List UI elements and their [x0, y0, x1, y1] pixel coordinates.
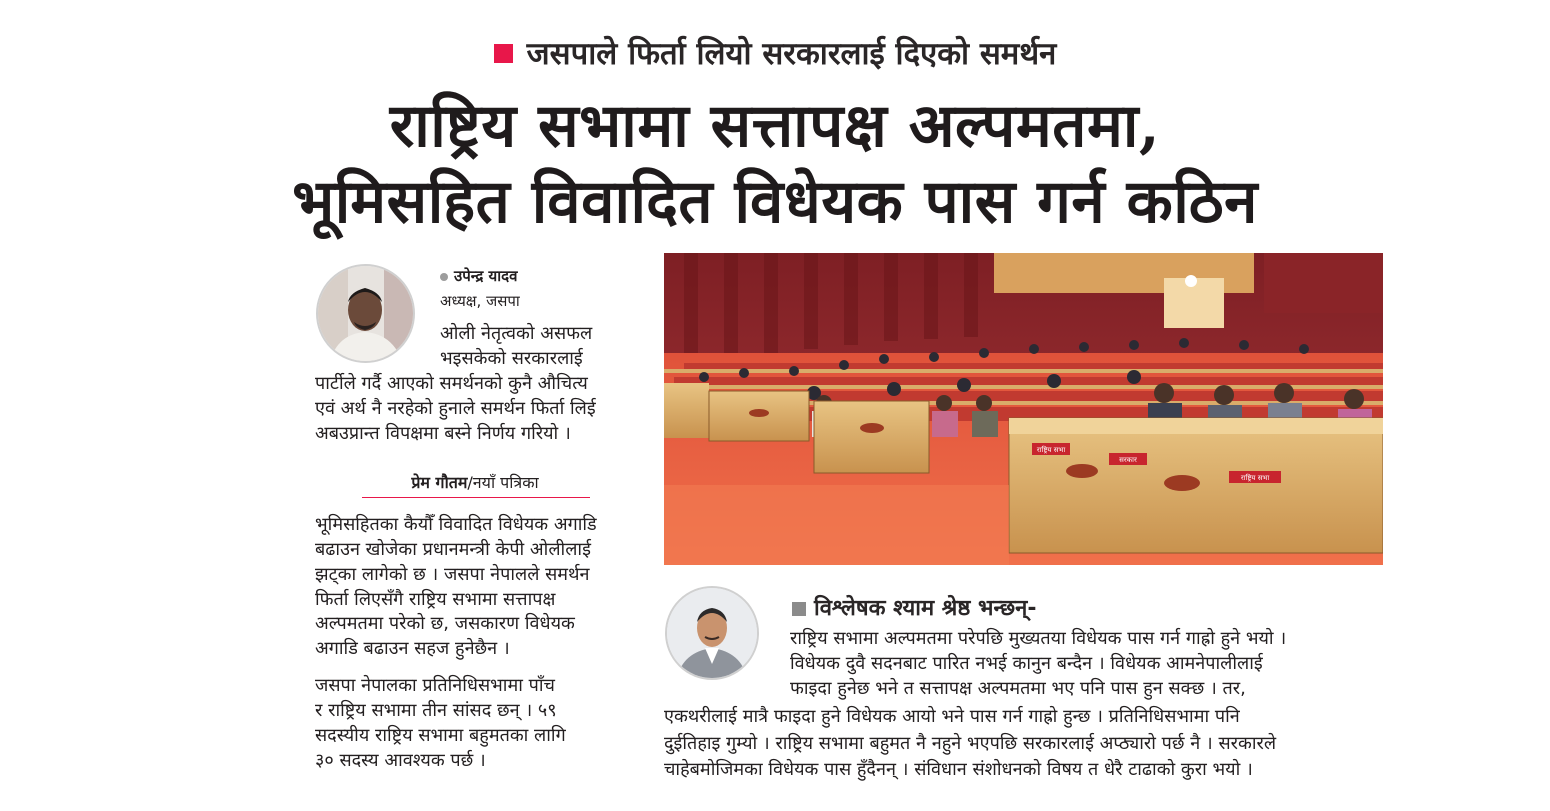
byline-author: प्रेम गौतम	[411, 473, 468, 492]
desk-label: राष्ट्रिय सभा	[1036, 446, 1066, 454]
body-line: अल्पमतमा परेको छ, जसकारण विधेयक	[315, 613, 575, 634]
quote-name: उपेन्द्र यादव	[440, 266, 517, 286]
quote-role: अध्यक्ष, जसपा	[440, 292, 520, 310]
desk-label: राष्ट्रिय सभा	[1240, 474, 1270, 482]
quote-line: ओली नेतृत्वको असफल	[440, 323, 593, 344]
body-line: झट्का लागेको छ । जसपा नेपालले समर्थन	[315, 564, 590, 585]
headline-line-1: राष्ट्रिय सभामा सत्तापक्ष अल्पमतमा,	[389, 91, 1161, 161]
quote-line: अबउप्रान्त विपक्षमा बस्ने निर्णय गरियो ।	[315, 423, 571, 444]
byline-divider	[362, 497, 590, 498]
byline	[315, 471, 635, 493]
analyst-line: राष्ट्रिय सभामा अल्पमतमा परेपछि मुख्यतया विधेयक पास गर्न गाह्रो हुने भयो ।	[790, 628, 1287, 649]
kicker-text: जसपाले फिर्ता लियो सरकारलाई दिएको समर्थन	[526, 36, 1057, 72]
analyst-bullet-icon	[792, 602, 806, 616]
desk-label: सरकार	[1119, 456, 1137, 464]
quote-avatar	[316, 264, 415, 363]
analyst-heading: विश्लेषक श्याम श्रेष्ठ भन्छन्-	[792, 592, 1037, 622]
analyst-line: एकथरीलाई मात्रै फाइदा हुने विधेयक आयो भने पास गर्न गाह्रो हुन्छ । प्रतिनिधिसभामा पनि	[664, 706, 1240, 727]
person-portrait-icon	[667, 588, 757, 678]
body-line: जसपा नेपालका प्रतिनिधिसभामा पाँच	[315, 675, 555, 696]
body-line: बढाउन खोजेका प्रधानमन्त्री केपी ओलीलाई	[315, 539, 591, 560]
body-line: भूमिसहितका कैयौँ विवादित विधेयक अगाडि	[315, 514, 597, 535]
quote-line: भइसकेको सरकारलाई	[440, 348, 583, 369]
analyst-avatar	[665, 586, 759, 680]
body-line: ३० सदस्य आवश्यक पर्छ ।	[315, 750, 486, 771]
body-line: अगाडि बढाउन सहज हुनेछैन ।	[315, 638, 510, 659]
headline-line-2: भूमिसहित विवादित विधेयक पास गर्न कठिन	[292, 167, 1258, 237]
body-line: र राष्ट्रिय सभामा तीन सांसद छन् । ५९	[315, 700, 557, 721]
kicker	[0, 28, 1550, 78]
analyst-line: दुईतिहाइ गुम्यो । राष्ट्रिय सभामा बहुमत नै नहुने भएपछि सरकारलाई अप्ठ्यारो पर्छ नै । सरकारले	[664, 733, 1277, 754]
byline-outlet: नयाँ पत्रिका	[472, 473, 539, 492]
body-line: सदस्यीय राष्ट्रिय सभामा बहुमतका लागि	[315, 725, 566, 746]
person-portrait-icon	[318, 266, 413, 361]
kicker-bullet-icon	[494, 44, 513, 63]
byline-separator: /	[467, 473, 473, 492]
chamber-illustration	[664, 253, 1383, 565]
analyst-line: चाहेबमोजिमका विधेयक पास हुँदैनन् । संविधान संशोधनको विषय त धेरै टाढाको कुरा भयो ।	[664, 759, 1253, 780]
analyst-line: फाइदा हुनेछ भने त सत्तापक्ष अल्पमतमा भए पनि पास हुन सक्छ । तर,	[790, 678, 1246, 699]
quote-bullet-icon	[440, 273, 448, 281]
parliament-chamber-photo	[664, 253, 1383, 565]
quote-line: एवं अर्थ नै नरहेको हुनाले समर्थन फिर्ता लिई	[315, 398, 596, 419]
body-line: फिर्ता लिएसँगै राष्ट्रिय सभामा सत्तापक्ष	[315, 589, 556, 610]
quote-line: पार्टीले गर्दै आएको समर्थनको कुनै औचित्य	[315, 373, 588, 394]
analyst-line: विधेयक दुवै सदनबाट पारित नभई कानुन बन्दैन । विधेयक आमनेपालीलाई	[790, 653, 1263, 674]
